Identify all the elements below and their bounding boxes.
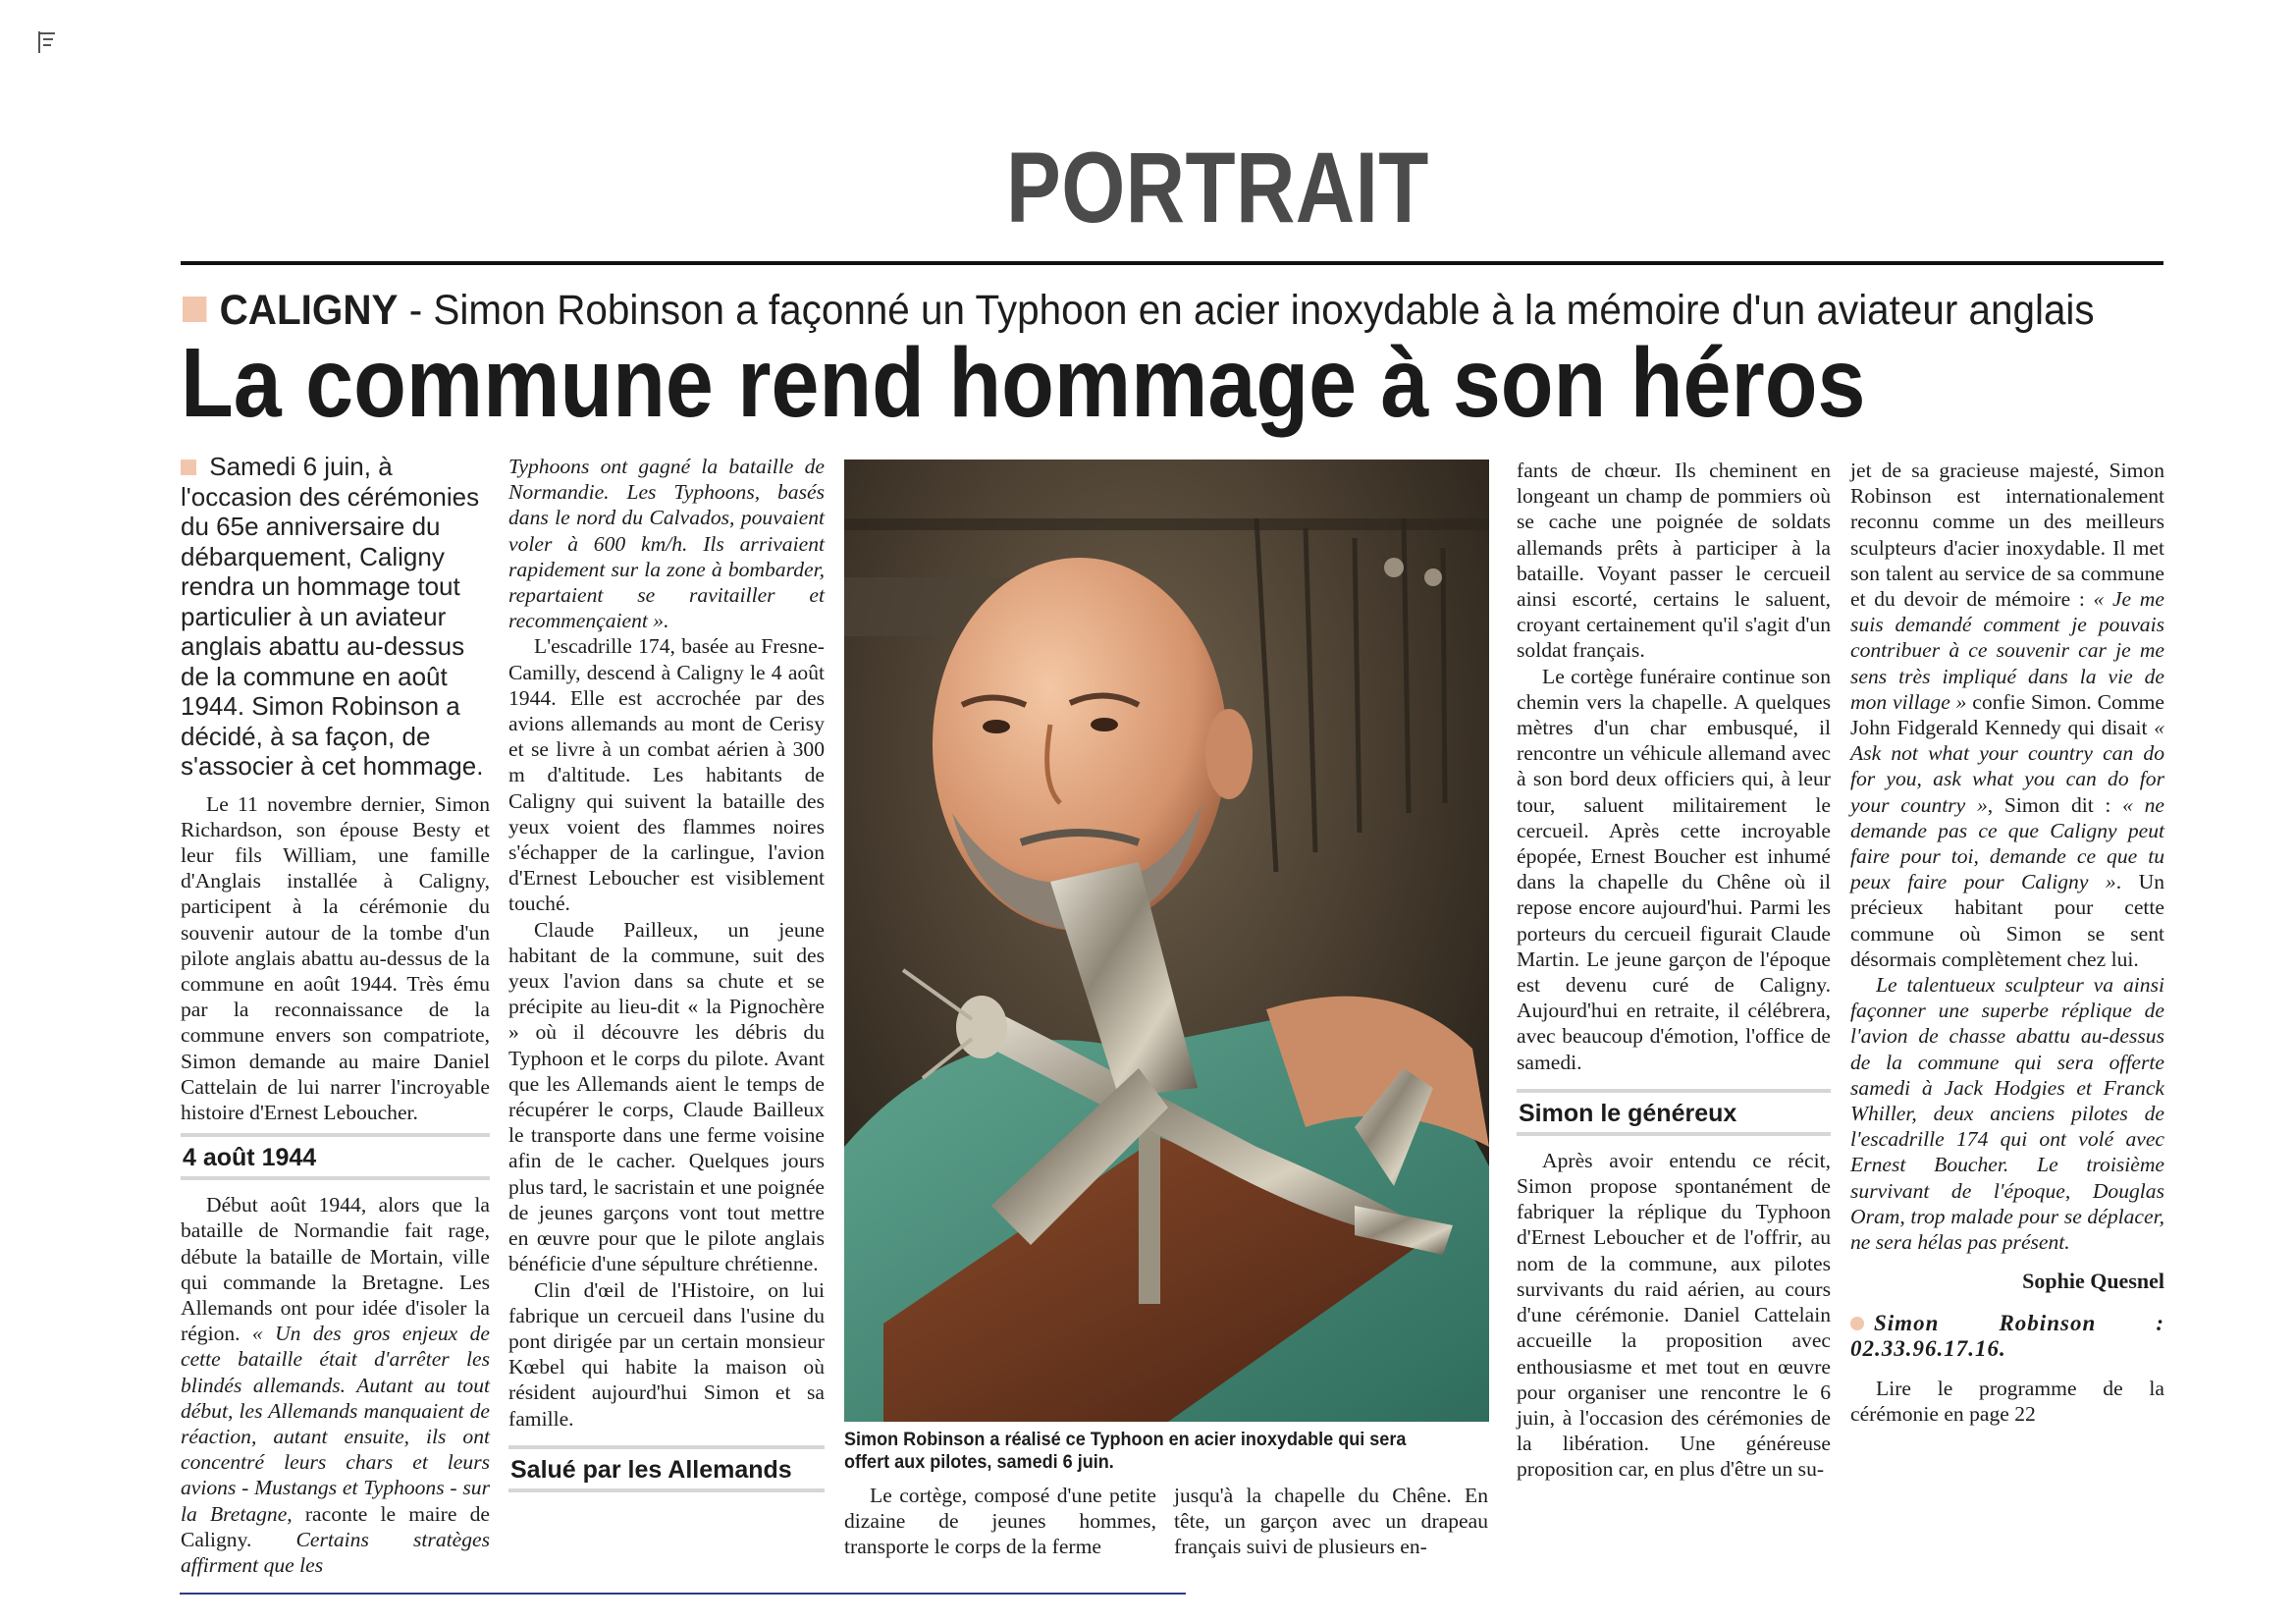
paragraph: Le cortège funéraire continue son chemin vers la chapelle. A quelques mètres d'un char embusqué, il rencontre un véhicule allemand avec à son bord deux officiers qui, à leur tour, saluent militairement le cercueil. Après cette incroyable épopée, Ernest Boucher est inhumé dans la chapelle du Chêne où il repose encore aujourd'hui. Parmi les porteurs du cercueil figurait Claude Martin. Le jeune garçon de l'époque est devenu curé de Caligny. Aujourd'hui en retraite, il célébrera, avec beaucoup d'émotion, l'office de samedi.	[1517, 664, 1831, 1074]
accent-square-icon	[181, 460, 196, 475]
column-3	[1517, 458, 1831, 1483]
paragraph: Début août 1944, alors que la bataille de Normandie fait rage, débute la bataille de Mortain, ville qui commande la Bretagne. Les Allemands ont pour idée d'isoler la région. « Un des gros enjeux de cette bataille était d'arrêter les blindés allemands. Autant au tout début, les Allemands manquaient de réaction, autant ensuite, ils ont concentré leurs chars et leurs avions - Mustangs et Typhoons - sur la Bretagne, raconte le maire de Caligny. Certains stratèges affirment que les	[181, 1193, 490, 1577]
photo-sculptor-with-typhoon	[844, 460, 1489, 1422]
program-note: Lire le programme de la cérémonie en page 22	[1850, 1376, 2164, 1426]
paragraph: Le 11 novembre dernier, Simon Richardson, son épouse Besty et leur fils William, une famille d'Anglais installée à Caligny, participent à la cérémonie du souvenir autour de la tombe d'un pilote anglais abattu au-dessus de la commune en août 1944. Très ému par la reconnaissance de la commune envers son compatriote, Simon demande au maire Daniel Cattelain de lui narrer l'incroyable histoire d'Ernest Leboucher.	[181, 791, 490, 1124]
author-signature: Sophie Quesnel	[2022, 1269, 2164, 1294]
accent-square-icon	[183, 297, 206, 322]
paragraph: L'escadrille 174, basée au Fresne-Camilly, descend à Caligny le 4 août 1944. Elle est accrochée par des avions allemands au mont de Cerisy et se livre à un combat aérien à 300 m d'altitude. Les habitants de Caligny qui suivent la bataille des yeux voient des flammes noires s'échapper de la carlingue, l'avion d'Ernest Leboucher est visiblement touché.	[508, 634, 825, 916]
paragraph: jusqu'à la chapelle du Chêne. En tête, un garçon avec un drapeau français suivi de plusieurs en-	[1174, 1484, 1488, 1559]
contact-line: Simon Robinson : 02.33.96.17.16.	[1850, 1310, 2164, 1361]
headline: La commune rend hommage à son héros	[181, 328, 1866, 438]
bottom-column-right	[1174, 1483, 1488, 1560]
paragraph: Le cortège, composé d'une petite dizaine de jeunes hommes, transporte le corps de la ferme	[844, 1484, 1156, 1559]
accent-dot-icon	[1850, 1317, 1864, 1330]
subhead-4-aout: 4 août 1944	[181, 1133, 490, 1180]
paragraph: Après avoir entendu ce récit, Simon propose spontanément de fabriquer la réplique du Typhoon d'Ernest Leboucher et de l'offrir, au nom de la commune, aux pilotes survivants du raid aérien, au cours d'une cérémonie. Daniel Cattelain accueille la proposition avec enthousiasme et met tout en œuvre pour organiser une rencontre le 6 juin, à l'occasion des cérémonies de la libération. Une généreuse proposition car, en plus d'être un su-	[1517, 1148, 1831, 1482]
kicker	[183, 287, 2095, 334]
section-title: PORTRAIT	[1006, 132, 1429, 243]
sculptor-photo-image	[844, 460, 1489, 1422]
paragraph: Clin d'œil de l'Histoire, on lui fabrique un cercueil dans l'usine du pont dirigée par un certain monsieur Kœbel qui habite la maison où résident aujourd'hui Simon et sa famille.	[508, 1277, 825, 1431]
column-1	[181, 452, 490, 1578]
bottom-rule	[180, 1593, 1186, 1595]
column-2	[508, 454, 825, 1504]
bottom-column-left	[844, 1483, 1156, 1560]
paragraph: Claude Pailleux, un jeune habitant de la commune, suit des yeux l'avion dans sa chute et se précipite au lieu-dit « la Pignochère » où il découvre les débris du Typhoon et le corps du pilote. Avant que les Allemands aient le temps de récupérer le corps, Claude Bailleux le transporte dans une ferme voisine afin de le cacher. Quelques jours plus tard, le sacristain et une poignée de jeunes garçons vont tout mettre en œuvre pour que le pilote anglais bénéficie d'une sépulture chrétienne.	[508, 917, 825, 1276]
top-rule	[181, 261, 2163, 265]
paragraph: Le talentueux sculpteur va ainsi façonner une superbe réplique de l'avion de chasse abattu au-dessus de la commune qui sera offerte samedi à Jack Hodgies et Franck Whiller, deux anciens pilotes de l'escadrille 174 qui ont volé avec Ernest Boucher. Le troisième survivant de l'époque, Douglas Oram, trop malade pour se déplacer, ne sera hélas pas présent.	[1850, 973, 2164, 1255]
subhead-salue: Salué par les Allemands	[508, 1445, 825, 1492]
kicker-place: CALIGNY	[219, 287, 399, 334]
paragraph: jet de sa gracieuse majesté, Simon Robinson est internationalement reconnu comme un des meilleurs sculpteurs d'acier inoxydable. Il met son talent au service de sa commune et du devoir de mémoire : « Je me suis demandé comment je pouvais contribuer à ce souvenir car je me sens très impliqué dans la vie de mon village » confie Simon. Comme John Fidgerald Kennedy qui disait « Ask not what your country can do for you, ask what you can do for your country », Simon dit : « ne demande pas ce que Caligny peut faire pour toi, demande ce que tu peux faire pour Caligny ». Un précieux habitant pour cette commune où Simon se sent désormais complètement chez lui.	[1850, 459, 2165, 971]
corner-mark-icon	[37, 29, 59, 55]
column-4	[1850, 458, 2164, 1427]
subhead-simon-genereux: Simon le généreux	[1517, 1089, 1831, 1136]
photo-caption: Simon Robinson a réalisé ce Typhoon en acier inoxydable qui sera offert aux pilotes, samedi 6 juin.	[844, 1430, 1407, 1473]
paragraph: fants de chœur. Ils cheminent en longeant un champ de pommiers où se cache une poignée de soldats allemands prêts à participer à la bataille. Voyant passer le cercueil ainsi escorté, certains le saluent, croyant certainement qu'il s'agit d'un soldat français.	[1517, 459, 1831, 663]
lede: Samedi 6 juin, à l'occasion des cérémonies du 65e anniversaire du débarquement, Caligny rendra un hommage tout particulier à un aviateur anglais abattu au-dessus de la commune en août 1944. Simon Robinson a décidé, à sa façon, de s'associer à cet hommage.	[181, 452, 484, 781]
kicker-text: - Simon Robinson a façonné un Typhoon en acier inoxydable à la mémoire d'un aviateur anglais	[398, 287, 2095, 334]
paragraph: Typhoons ont gagné la bataille de Normandie. Les Typhoons, basés dans le nord du Calvados, pouvaient voler à 600 km/h. Ils arrivaient rapidement sur la zone à bombarder, repartaient se ravitailler et recommençaient ».	[508, 455, 825, 633]
